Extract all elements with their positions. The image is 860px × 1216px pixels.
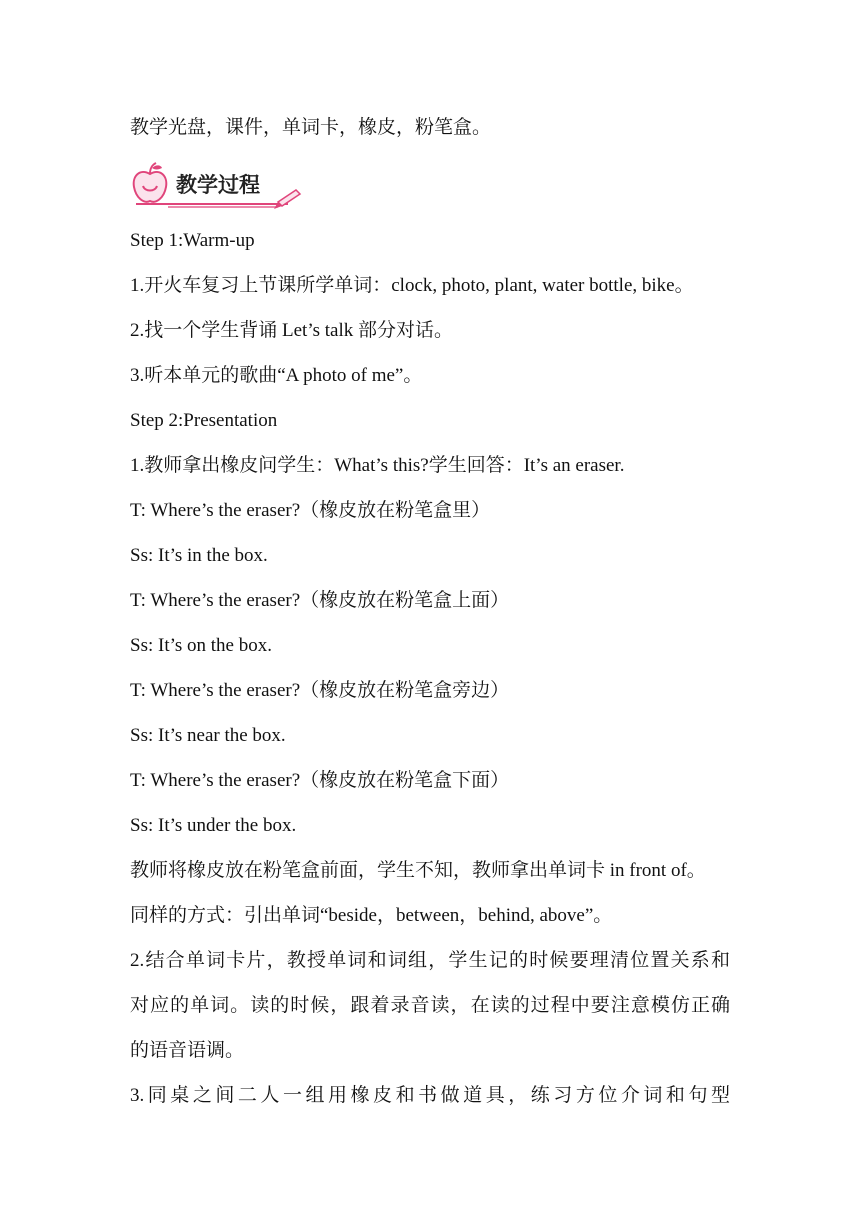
text-line: T: Where’s the eraser?（橡皮放在粉笔盒旁边） (130, 680, 510, 701)
section-heading-text: 教学过程 (176, 173, 260, 197)
text-line: 教师将橡皮放在粉笔盒前面，学生不知，教师拿出单词卡 in front of。 (130, 860, 706, 881)
text-line: 3.同桌之间二人一组用橡皮和书做道具，练习方位介词和句型 (130, 1085, 730, 1106)
text-line: 2.找一个学生背诵 Let’s talk 部分对话。 (130, 320, 453, 341)
text-line: 3.听本单元的歌曲“A photo of me”。 (130, 365, 423, 386)
text-line: Ss: It’s in the box. (130, 545, 268, 566)
text-line: 的语音语调。 (130, 1040, 245, 1061)
text-line: T: Where’s the eraser?（橡皮放在粉笔盒里） (130, 500, 491, 521)
materials-line: 教学光盘，课件，单词卡，橡皮，粉笔盒。 (130, 117, 492, 138)
pencil-icon (274, 190, 300, 209)
text-line: 1.开火车复习上节课所学单词：clock, photo, plant, water bottle, bike。 (130, 275, 694, 296)
text-line: 同样的方式：引出单词“beside，between，behind, above”。 (130, 905, 613, 926)
text-line: Step 1:Warm-up (130, 230, 255, 251)
text-line: T: Where’s the eraser?（橡皮放在粉笔盒上面） (130, 590, 510, 611)
text-line: 2.结合单词卡片，教授单词和词组，学生记的时候要理清位置关系和 (130, 950, 730, 971)
text-line: Ss: It’s under the box. (130, 815, 297, 836)
text-line: T: Where’s the eraser?（橡皮放在粉笔盒下面） (130, 770, 510, 791)
text-line: Step 2:Presentation (130, 410, 278, 431)
text-line: Ss: It’s on the box. (130, 635, 272, 656)
text-line: Ss: It’s near the box. (130, 725, 286, 746)
apple-icon (128, 160, 306, 212)
text-line: 1.教师拿出橡皮问学生：What’s this?学生回答：It’s an eraser. (130, 455, 625, 476)
section-heading-badge (128, 160, 306, 212)
text-line: 对应的单词。读的时候，跟着录音读，在读的过程中要注意模仿正确 (130, 995, 730, 1016)
